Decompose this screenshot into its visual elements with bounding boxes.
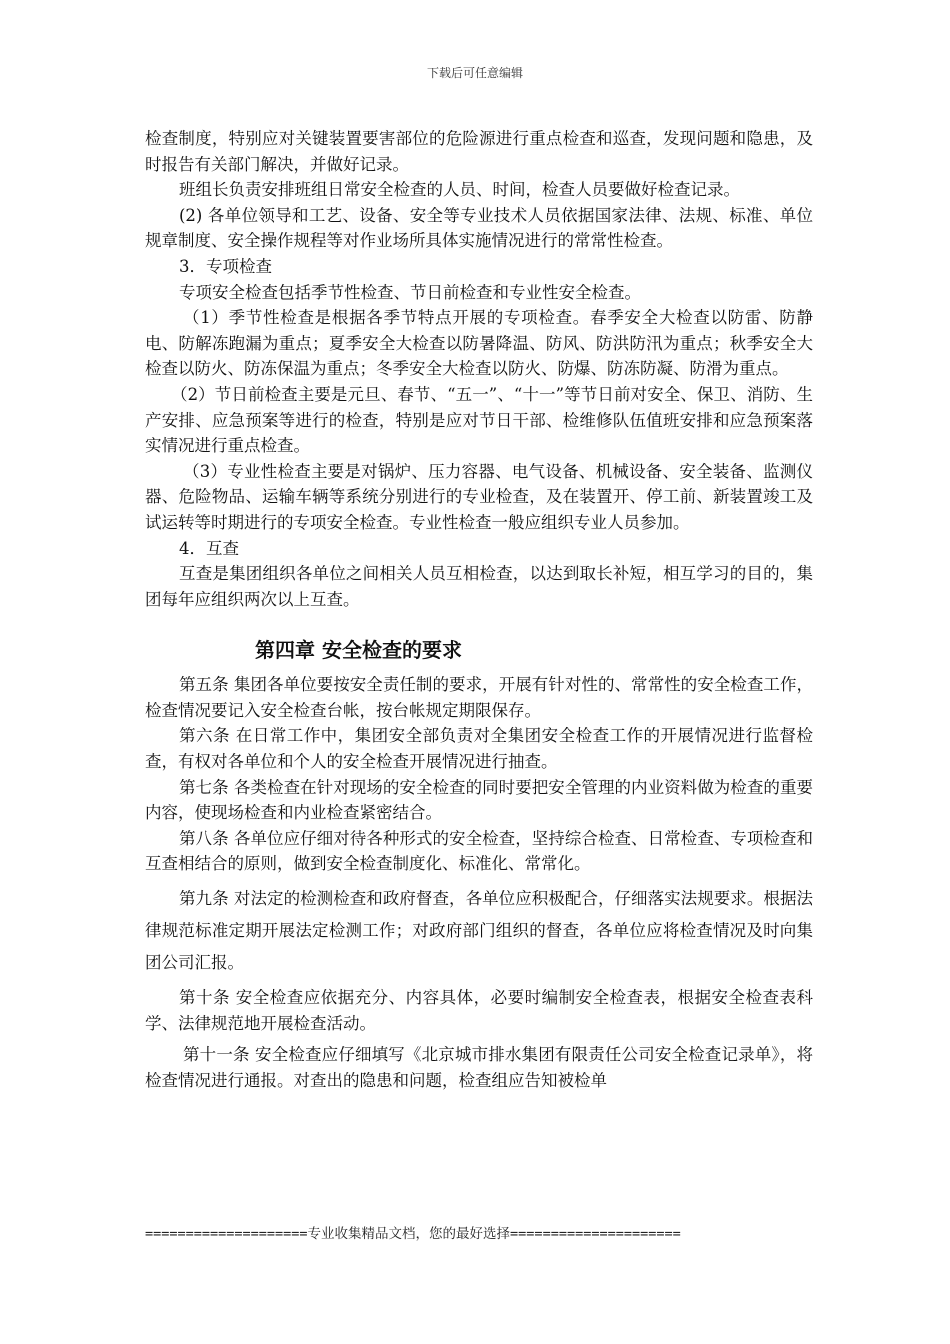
article-6: 第六条 在日常工作中，集团安全部负责对全集团安全检查工作的开展情况进行监督检查，有权对各单位和个人的安全检查开展情况进行抽查。 [145, 726, 813, 772]
chapter-title: 第四章 安全检查的要求 [255, 638, 462, 663]
section-heading: 3．专项检查 [179, 256, 272, 276]
article-9: 第九条 对法定的检测检查和政府督查，各单位应积极配合，仔细落实法规要求。根据法律规范标准定期开展法定检测工作；对政府部门组织的督查，各单位应将检查情况及时向集团公司汇报。 [145, 889, 813, 973]
document-body [145, 126, 813, 1093]
article-5: 第五条 集团各单位要按安全责任制的要求，开展有针对性的、常常性的安全检查工作，检查情况要记入安全检查台帐，按台帐规定期限保存。 [145, 675, 813, 720]
page-header: 下载后可任意编辑 [426, 66, 523, 80]
page-footer: ====================专业收集精品文档，您的最好选择===================== [145, 1226, 681, 1242]
article-10: 第十条 安全检查应依据充分、内容具体，必要时编制安全检查表，根据安全检查表科学、法律规范地开展检查活动。 [145, 988, 813, 1033]
paragraph: （3）专业性检查主要是对锅炉、压力容器、电气设备、机械设备、安全装备、监测仪器、危险物品、运输车辆等系统分别进行的专业检查，及在装置开、停工前、新装置竣工及试运转等时期进行的专项安全检查。专业性检查一般应组织专业人员参加。 [145, 461, 813, 532]
paragraph: 班组长负责安排班组日常安全检查的人员、时间，检查人员要做好检查记录。 [179, 180, 740, 200]
article-7: 第七条 各类检查在针对现场的安全检查的同时要把安全管理的内业资料做为检查的重要内容，使现场检查和内业检查紧密结合。 [145, 777, 813, 823]
article-11: 第十一条 安全检查应仔细填写《北京城市排水集团有限责任公司安全检查记录单》，将检查情况进行通报。对查出的隐患和问题，检查组应告知被检单 [145, 1045, 813, 1090]
paragraph: 专项安全检查包括季节性检查、节日前检查和专业性安全检查。 [179, 282, 641, 302]
paragraph: （2）节日前检查主要是元旦、春节、“五一”、“十一”等节日前对安全、保卫、消防、生产安排、应急预案等进行的检查，特别是应对节日干部、检维修队伍值班安排和应急预案落实情况进行重点检查。 [145, 384, 813, 456]
section-heading: 4．互查 [179, 538, 239, 558]
paragraph: （1）季节性检查是根据各季节特点开展的专项检查。春季安全大检查以防雷、防静电、防解冻跑漏为重点；夏季安全大检查以防暑降温、防风、防洪防汛为重点；秋季安全大检查以防火、防冻保温为重点；冬季安全大检查以防火、防爆、防冻防凝、防滑为重点。 [145, 308, 813, 379]
paragraph: (2) 各单位领导和工艺、设备、安全等专业技术人员依据国家法律、法规、标准、单位规章制度、安全操作规程等对作业场所具体实施情况进行的常常性检查。 [145, 205, 813, 251]
article-8: 第八条 各单位应仔细对待各种形式的安全检查，坚持综合检查、日常检查、专项检查和互查相结合的原则，做到安全检查制度化、标准化、常常化。 [145, 828, 813, 874]
paragraph: 检查制度，特别应对关键装置要害部位的危险源进行重点检查和巡查，发现问题和隐患，及时报告有关部门解决，并做好记录。 [145, 129, 813, 174]
paragraph: 互查是集团组织各单位之间相关人员互相检查，以达到取长补短，相互学习的目的，集团每年应组织两次以上互查。 [145, 564, 813, 609]
